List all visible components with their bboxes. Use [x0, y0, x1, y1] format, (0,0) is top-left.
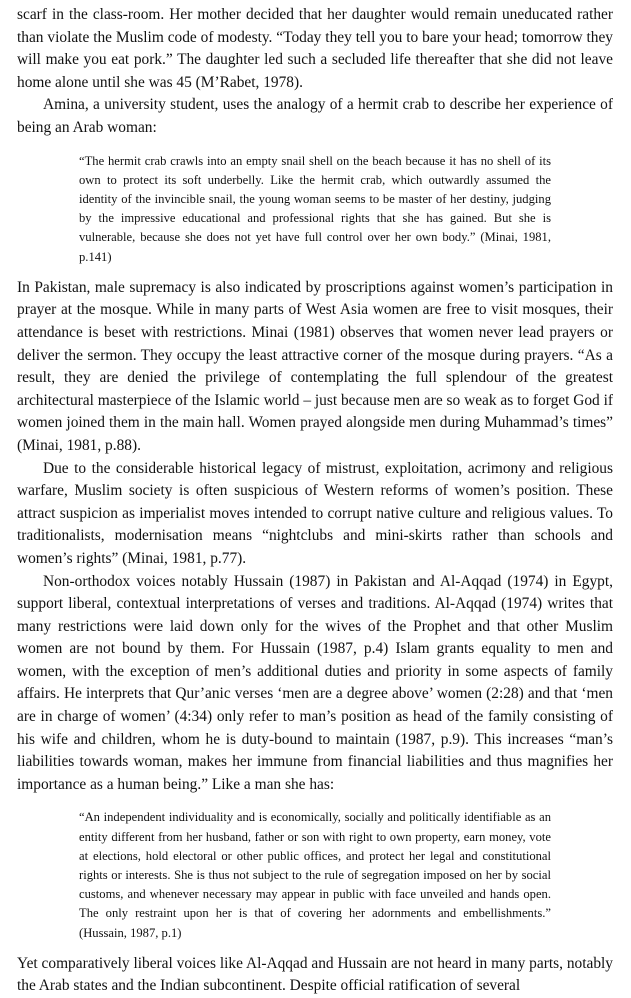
paragraph-non-orthodox-voices: Non-orthodox voices notably Hussain (1987) in Pakistan and Al-Aqqad (1974) in Egypt, support liberal, contextual interpretations of verses and traditions. Al-Aqqad (1974) writes that many restrictions were laid down only for the wives of the Prophet and that other Muslim women are not bound by them. For Hussain (1987, p.4) Islam grants equality to men and women, with the exception of men’s additional duties and priority in some aspects of family affairs. He interprets that Qur’anic verses ‘men are a degree above’ women (2:28) and that ‘men are in charge of women’ (4:34) only refer to man’s position as head of the family consisting of his wife and children, whom he is duty-bound to maintain (1987, p.9). This increases “man’s liabilities towards woman, makes her immune from financial liabilities and thus magnifies her importance as a human being.” Like a man she has:: [17, 572, 613, 793]
paragraph-western-reforms: Due to the considerable historical legacy of mistrust, exploitation, acrimony and religious warfare, Muslim society is often suspicious of Western reforms of women’s position. These attract suspicion as imperialist moves intended to corrupt native culture and religious values. To traditionalists, modernisation means “nightclubs and mini-skirts rather than schools and women’s rights” (Minai, 1981, p.77).: [17, 459, 613, 567]
paragraph-pakistan-mosque: In Pakistan, male supremacy is also indicated by proscriptions against women’s participation in prayer at the mosque. While in many parts of West Asia women are free to visit mosques, their attendance is beset with restrictions. Minai (1981) observes that women never lead prayers or deliver the sermon. They occupy the least attractive corner of the mosque during prayers. “As a result, they are denied the privilege of contemplating the full splendour of the greatest architectural masterpiece of the Islamic world – just because men are so weak as to forget God if women joined them in the main hall. Women prayed alongside men during Muhammad’s times” (Minai, 1981, p.88).: [17, 278, 613, 454]
block-quote-hussain: “An independent individuality and is economically, socially and politically identifiable as an entity different from her husband, father or son with right to own property, earn money, vote at elections, hold electoral or other public offices, and protect her legal and constitutional rights or interests. She is thus not subject to the rule of segregation imposed on her by social customs, and whenever necessary may appear in public with face unveiled and hands open. The only restraint upon her is that of covering her adornments and embellishments.” (Hussain, 1987, p.1): [79, 810, 551, 940]
paragraph-scarf-classroom: scarf in the class-room. Her mother decided that her daughter would remain uneducated rather than violate the Muslim code of modesty. “Today they tell you to bare your head; tomorrow they will make you eat pork.” The daughter led such a secluded life thereafter that she did not leave home alone until she was 45 (M’Rabet, 1978).: [17, 6, 613, 91]
block-quote-hermit-crab: “The hermit crab crawls into an empty snail shell on the beach because it has no shell of its own to protect its soft underbelly. Like the hermit crab, which outwardly assumed the identity of the invincible snail, the young woman seems to be master of her destiny, judging by the impressive educational and professional rights that she has gained. But she is vulnerable, because she does not yet have full control over her own body.” (Minai, 1981, p.141): [79, 153, 551, 264]
paragraph-liberal-voices: Yet comparatively liberal voices like Al-Aqqad and Hussain are not heard in many parts, notably the Arab states and the Indian subcontinent. Despite official ratification of several: [17, 954, 613, 995]
paragraph-amina-intro: Amina, a university student, uses the analogy of a hermit crab to describe her experience of being an Arab woman:: [17, 96, 613, 136]
